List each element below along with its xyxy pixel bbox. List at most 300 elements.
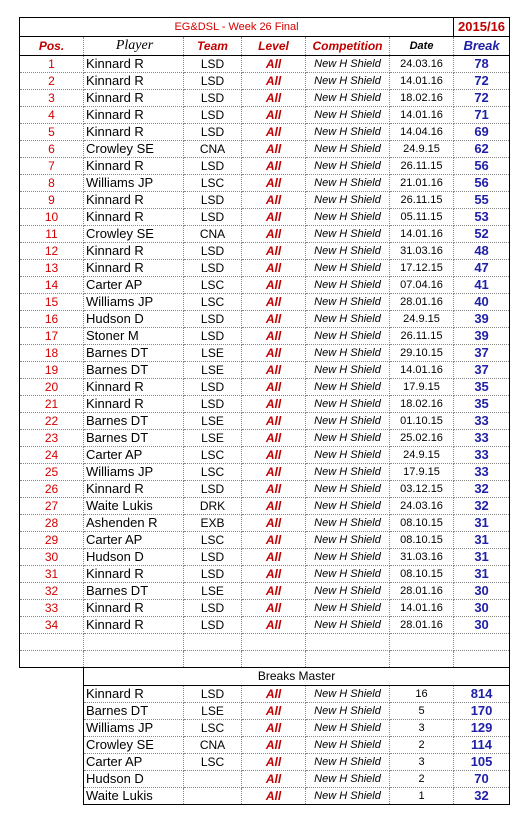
table-row	[20, 73, 510, 90]
date-cell: 08.10.15	[390, 566, 454, 583]
master-competition-cell: New H Shield	[306, 703, 390, 720]
master-level-cell: All	[242, 737, 306, 754]
level-cell: All	[242, 464, 306, 481]
level-cell: All	[242, 243, 306, 260]
team-cell: LSC	[184, 277, 242, 294]
team-cell: LSD	[184, 549, 242, 566]
pos-cell: 4	[20, 107, 84, 124]
header-pos: Pos.	[20, 37, 84, 56]
date-cell: 28.01.16	[390, 617, 454, 634]
pos-cell: 12	[20, 243, 84, 260]
table-row	[20, 260, 510, 277]
player-cell: Crowley SE	[84, 141, 184, 158]
pos-cell: 22	[20, 413, 84, 430]
player-cell: Kinnard R	[84, 600, 184, 617]
team-cell: LSC	[184, 447, 242, 464]
break-cell: 30	[454, 617, 510, 634]
competition-cell: New H Shield	[306, 600, 390, 617]
level-cell: All	[242, 583, 306, 600]
break-cell: 33	[454, 413, 510, 430]
break-cell: 78	[454, 56, 510, 73]
break-cell: 41	[454, 277, 510, 294]
pos-cell: 3	[20, 90, 84, 107]
master-player-cell: Carter AP	[84, 754, 184, 771]
player-cell: Kinnard R	[84, 56, 184, 73]
team-cell: LSE	[184, 583, 242, 600]
empty-row	[20, 634, 510, 651]
master-level-cell: All	[242, 686, 306, 703]
master-level-cell: All	[242, 720, 306, 737]
empty-cell	[84, 651, 184, 668]
master-break-cell: 32	[454, 788, 510, 805]
player-cell: Kinnard R	[84, 396, 184, 413]
pos-cell: 31	[20, 566, 84, 583]
pos-cell: 17	[20, 328, 84, 345]
competition-cell: New H Shield	[306, 481, 390, 498]
season-label: 2015/16	[454, 18, 510, 37]
empty-cell	[454, 634, 510, 651]
date-cell: 26.11.15	[390, 328, 454, 345]
break-cell: 39	[454, 311, 510, 328]
player-cell: Barnes DT	[84, 430, 184, 447]
date-cell: 08.10.15	[390, 515, 454, 532]
pos-cell: 19	[20, 362, 84, 379]
level-cell: All	[242, 192, 306, 209]
break-cell: 56	[454, 158, 510, 175]
master-count-cell: 16	[390, 686, 454, 703]
master-count-cell: 3	[390, 754, 454, 771]
table-row	[20, 192, 510, 209]
break-cell: 55	[454, 192, 510, 209]
empty-cell	[390, 651, 454, 668]
level-cell: All	[242, 141, 306, 158]
level-cell: All	[242, 175, 306, 192]
team-cell: LSD	[184, 56, 242, 73]
player-cell: Carter AP	[84, 277, 184, 294]
level-cell: All	[242, 328, 306, 345]
empty-cell	[454, 651, 510, 668]
master-level-cell: All	[242, 703, 306, 720]
header-date: Date	[390, 37, 454, 56]
competition-cell: New H Shield	[306, 73, 390, 90]
level-cell: All	[242, 56, 306, 73]
break-cell: 31	[454, 532, 510, 549]
break-cell: 35	[454, 379, 510, 396]
master-level-cell: All	[242, 754, 306, 771]
date-cell: 17.12.15	[390, 260, 454, 277]
master-competition-cell: New H Shield	[306, 788, 390, 805]
team-cell: LSE	[184, 362, 242, 379]
break-cell: 53	[454, 209, 510, 226]
master-level-cell: All	[242, 788, 306, 805]
competition-cell: New H Shield	[306, 107, 390, 124]
competition-cell: New H Shield	[306, 447, 390, 464]
level-cell: All	[242, 73, 306, 90]
pos-cell: 15	[20, 294, 84, 311]
breaks-table	[19, 17, 510, 668]
break-cell: 40	[454, 294, 510, 311]
table-row	[20, 532, 510, 549]
date-cell: 14.01.16	[390, 73, 454, 90]
header-player: Player	[84, 37, 184, 56]
team-cell: LSC	[184, 464, 242, 481]
table-row	[20, 515, 510, 532]
level-cell: All	[242, 498, 306, 515]
level-cell: All	[242, 515, 306, 532]
break-cell: 37	[454, 345, 510, 362]
master-player-cell: Williams JP	[84, 720, 184, 737]
break-cell: 30	[454, 600, 510, 617]
master-break-cell: 105	[454, 754, 510, 771]
player-cell: Waite Lukis	[84, 498, 184, 515]
break-cell: 30	[454, 583, 510, 600]
competition-cell: New H Shield	[306, 549, 390, 566]
team-cell: LSC	[184, 532, 242, 549]
level-cell: All	[242, 413, 306, 430]
competition-cell: New H Shield	[306, 430, 390, 447]
team-cell: LSE	[184, 430, 242, 447]
table-row	[20, 617, 510, 634]
break-cell: 31	[454, 549, 510, 566]
date-cell: 26.11.15	[390, 158, 454, 175]
team-cell: LSD	[184, 396, 242, 413]
level-cell: All	[242, 107, 306, 124]
level-cell: All	[242, 209, 306, 226]
master-count-cell: 2	[390, 737, 454, 754]
break-cell: 72	[454, 90, 510, 107]
table-row	[20, 141, 510, 158]
master-row	[84, 754, 510, 771]
break-cell: 69	[454, 124, 510, 141]
date-cell: 21.01.16	[390, 175, 454, 192]
level-cell: All	[242, 311, 306, 328]
level-cell: All	[242, 158, 306, 175]
competition-cell: New H Shield	[306, 90, 390, 107]
break-cell: 71	[454, 107, 510, 124]
date-cell: 24.03.16	[390, 56, 454, 73]
competition-cell: New H Shield	[306, 56, 390, 73]
break-cell: 33	[454, 430, 510, 447]
master-row	[84, 788, 510, 805]
player-cell: Barnes DT	[84, 362, 184, 379]
table-row	[20, 430, 510, 447]
empty-cell	[84, 634, 184, 651]
table-row	[20, 464, 510, 481]
team-cell: LSD	[184, 209, 242, 226]
player-cell: Carter AP	[84, 447, 184, 464]
table-row	[20, 345, 510, 362]
break-cell: 35	[454, 396, 510, 413]
competition-cell: New H Shield	[306, 277, 390, 294]
master-team-cell	[184, 788, 242, 805]
master-team-cell	[184, 771, 242, 788]
player-cell: Kinnard R	[84, 107, 184, 124]
competition-cell: New H Shield	[306, 413, 390, 430]
competition-cell: New H Shield	[306, 379, 390, 396]
table-row	[20, 413, 510, 430]
player-cell: Kinnard R	[84, 209, 184, 226]
level-cell: All	[242, 260, 306, 277]
team-cell: LSD	[184, 107, 242, 124]
pos-cell: 14	[20, 277, 84, 294]
pos-cell: 5	[20, 124, 84, 141]
player-cell: Kinnard R	[84, 379, 184, 396]
master-competition-cell: New H Shield	[306, 720, 390, 737]
pos-cell: 24	[20, 447, 84, 464]
pos-cell: 1	[20, 56, 84, 73]
master-break-cell: 70	[454, 771, 510, 788]
player-cell: Kinnard R	[84, 124, 184, 141]
player-cell: Kinnard R	[84, 158, 184, 175]
header-competition: Competition	[306, 37, 390, 56]
master-player-cell: Barnes DT	[84, 703, 184, 720]
team-cell: LSC	[184, 175, 242, 192]
table-row	[20, 362, 510, 379]
pos-cell: 13	[20, 260, 84, 277]
player-cell: Kinnard R	[84, 566, 184, 583]
pos-cell: 6	[20, 141, 84, 158]
table-row	[20, 294, 510, 311]
table-row	[20, 311, 510, 328]
level-cell: All	[242, 566, 306, 583]
master-count-cell: 3	[390, 720, 454, 737]
team-cell: LSD	[184, 260, 242, 277]
pos-cell: 7	[20, 158, 84, 175]
table-row	[20, 277, 510, 294]
empty-cell	[20, 634, 84, 651]
empty-cell	[242, 634, 306, 651]
player-cell: Barnes DT	[84, 583, 184, 600]
level-cell: All	[242, 124, 306, 141]
team-cell: LSD	[184, 379, 242, 396]
empty-cell	[306, 634, 390, 651]
player-cell: Carter AP	[84, 532, 184, 549]
date-cell: 24.9.15	[390, 447, 454, 464]
table-row	[20, 158, 510, 175]
table-row	[20, 396, 510, 413]
master-count-cell: 1	[390, 788, 454, 805]
player-cell: Stoner M	[84, 328, 184, 345]
pos-cell: 34	[20, 617, 84, 634]
break-cell: 32	[454, 498, 510, 515]
competition-cell: New H Shield	[306, 583, 390, 600]
pos-cell: 21	[20, 396, 84, 413]
team-cell: LSD	[184, 617, 242, 634]
competition-cell: New H Shield	[306, 192, 390, 209]
break-cell: 31	[454, 566, 510, 583]
break-cell: 33	[454, 464, 510, 481]
empty-cell	[184, 634, 242, 651]
team-cell: LSD	[184, 192, 242, 209]
date-cell: 05.11.15	[390, 209, 454, 226]
pos-cell: 10	[20, 209, 84, 226]
level-cell: All	[242, 345, 306, 362]
master-competition-cell: New H Shield	[306, 686, 390, 703]
master-level-cell: All	[242, 771, 306, 788]
pos-cell: 25	[20, 464, 84, 481]
player-cell: Barnes DT	[84, 345, 184, 362]
competition-cell: New H Shield	[306, 294, 390, 311]
master-row	[84, 720, 510, 737]
empty-cell	[306, 651, 390, 668]
header-break: Break	[454, 37, 510, 56]
date-cell: 28.01.16	[390, 583, 454, 600]
pos-cell: 20	[20, 379, 84, 396]
master-count-cell: 5	[390, 703, 454, 720]
table-row	[20, 243, 510, 260]
player-cell: Ashenden R	[84, 515, 184, 532]
player-cell: Kinnard R	[84, 73, 184, 90]
master-team-cell: LSE	[184, 703, 242, 720]
date-cell: 07.04.16	[390, 277, 454, 294]
master-row	[84, 737, 510, 754]
pos-cell: 8	[20, 175, 84, 192]
break-cell: 48	[454, 243, 510, 260]
break-cell: 56	[454, 175, 510, 192]
team-cell: LSD	[184, 243, 242, 260]
master-break-cell: 170	[454, 703, 510, 720]
date-cell: 14.01.16	[390, 226, 454, 243]
break-cell: 37	[454, 362, 510, 379]
date-cell: 31.03.16	[390, 243, 454, 260]
level-cell: All	[242, 532, 306, 549]
player-cell: Kinnard R	[84, 192, 184, 209]
level-cell: All	[242, 600, 306, 617]
master-title: Breaks Master	[84, 668, 510, 686]
competition-cell: New H Shield	[306, 175, 390, 192]
master-team-cell: LSD	[184, 686, 242, 703]
empty-cell	[184, 651, 242, 668]
master-player-cell: Waite Lukis	[84, 788, 184, 805]
date-cell: 28.01.16	[390, 294, 454, 311]
master-competition-cell: New H Shield	[306, 737, 390, 754]
team-cell: LSC	[184, 294, 242, 311]
master-player-cell: Crowley SE	[84, 737, 184, 754]
breaks-master-table	[83, 667, 510, 805]
date-cell: 26.11.15	[390, 192, 454, 209]
pos-cell: 18	[20, 345, 84, 362]
pos-cell: 28	[20, 515, 84, 532]
player-cell: Kinnard R	[84, 481, 184, 498]
table-row	[20, 90, 510, 107]
pos-cell: 32	[20, 583, 84, 600]
table-row	[20, 600, 510, 617]
level-cell: All	[242, 362, 306, 379]
break-cell: 33	[454, 447, 510, 464]
master-competition-cell: New H Shield	[306, 754, 390, 771]
table-row	[20, 124, 510, 141]
date-cell: 24.03.16	[390, 498, 454, 515]
table-row	[20, 447, 510, 464]
table-row	[20, 107, 510, 124]
competition-cell: New H Shield	[306, 260, 390, 277]
team-cell: LSD	[184, 328, 242, 345]
table-row	[20, 481, 510, 498]
master-row	[84, 703, 510, 720]
level-cell: All	[242, 549, 306, 566]
table-row	[20, 379, 510, 396]
master-player-cell: Kinnard R	[84, 686, 184, 703]
team-cell: LSD	[184, 90, 242, 107]
empty-cell	[20, 651, 84, 668]
break-cell: 62	[454, 141, 510, 158]
break-cell: 32	[454, 481, 510, 498]
level-cell: All	[242, 379, 306, 396]
team-cell: LSD	[184, 481, 242, 498]
competition-cell: New H Shield	[306, 209, 390, 226]
player-cell: Crowley SE	[84, 226, 184, 243]
table-row	[20, 583, 510, 600]
date-cell: 24.9.15	[390, 311, 454, 328]
player-cell: Williams JP	[84, 464, 184, 481]
master-row	[84, 771, 510, 788]
competition-cell: New H Shield	[306, 566, 390, 583]
competition-cell: New H Shield	[306, 396, 390, 413]
date-cell: 29.10.15	[390, 345, 454, 362]
table-row	[20, 175, 510, 192]
team-cell: LSD	[184, 73, 242, 90]
master-break-cell: 129	[454, 720, 510, 737]
team-cell: LSD	[184, 124, 242, 141]
table-row	[20, 566, 510, 583]
header-level: Level	[242, 37, 306, 56]
break-cell: 31	[454, 515, 510, 532]
player-cell: Kinnard R	[84, 243, 184, 260]
competition-cell: New H Shield	[306, 515, 390, 532]
master-break-cell: 814	[454, 686, 510, 703]
master-team-cell: LSC	[184, 720, 242, 737]
pos-cell: 16	[20, 311, 84, 328]
master-row	[84, 686, 510, 703]
competition-cell: New H Shield	[306, 141, 390, 158]
table-title: EG&DSL - Week 26 Final	[20, 18, 454, 37]
empty-cell	[242, 651, 306, 668]
team-cell: LSD	[184, 158, 242, 175]
competition-cell: New H Shield	[306, 617, 390, 634]
table-row	[20, 328, 510, 345]
team-cell: DRK	[184, 498, 242, 515]
competition-cell: New H Shield	[306, 158, 390, 175]
level-cell: All	[242, 617, 306, 634]
date-cell: 03.12.15	[390, 481, 454, 498]
player-cell: Kinnard R	[84, 260, 184, 277]
break-cell: 47	[454, 260, 510, 277]
pos-cell: 11	[20, 226, 84, 243]
date-cell: 31.03.16	[390, 549, 454, 566]
competition-cell: New H Shield	[306, 243, 390, 260]
pos-cell: 27	[20, 498, 84, 515]
date-cell: 01.10.15	[390, 413, 454, 430]
header-team: Team	[184, 37, 242, 56]
team-cell: LSE	[184, 345, 242, 362]
level-cell: All	[242, 447, 306, 464]
master-team-cell: CNA	[184, 737, 242, 754]
table-row	[20, 498, 510, 515]
master-competition-cell: New H Shield	[306, 771, 390, 788]
date-cell: 18.02.16	[390, 90, 454, 107]
competition-cell: New H Shield	[306, 226, 390, 243]
master-break-cell: 114	[454, 737, 510, 754]
team-cell: CNA	[184, 141, 242, 158]
break-cell: 52	[454, 226, 510, 243]
date-cell: 14.01.16	[390, 107, 454, 124]
date-cell: 25.02.16	[390, 430, 454, 447]
team-cell: LSD	[184, 600, 242, 617]
pos-cell: 33	[20, 600, 84, 617]
competition-cell: New H Shield	[306, 498, 390, 515]
date-cell: 14.01.16	[390, 362, 454, 379]
table-row	[20, 56, 510, 73]
